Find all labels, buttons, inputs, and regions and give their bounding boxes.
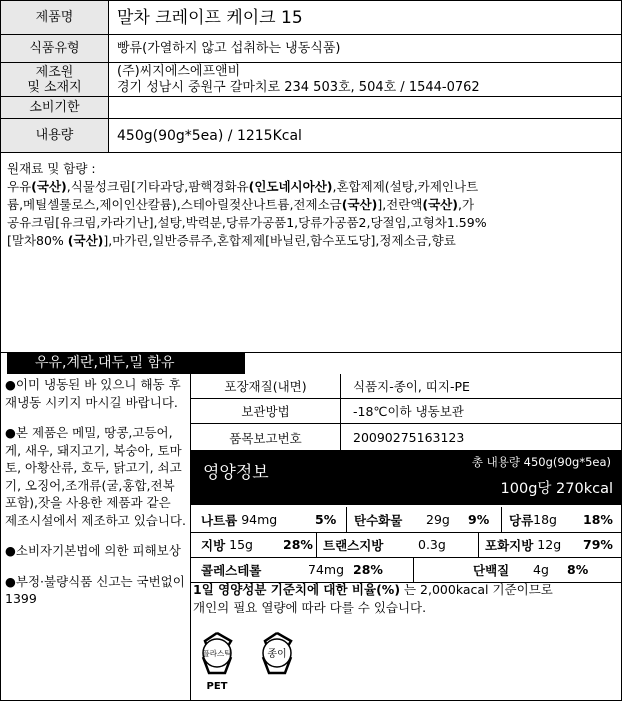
recycle-plastic-icon xyxy=(203,633,232,692)
recycle-marks xyxy=(191,627,621,700)
nutrition-per-serving: 100g당 270kcal xyxy=(500,481,613,497)
nutrient-pct: 28% xyxy=(283,537,313,552)
row-storage xyxy=(191,399,621,424)
nutrient-name: 지방 xyxy=(201,537,226,553)
nutrient-pct: 18% xyxy=(583,512,613,527)
ingredients-line-3: 공유크림[유크림,카라기난],설탕,박력분,당류가공품1,당류가공품2,당절임,고형차1.59% xyxy=(7,215,487,230)
nutrient-name: 당류 xyxy=(509,512,534,528)
nutrient-amount: 0.3g xyxy=(418,537,446,552)
report-number-value: 20090275163123 xyxy=(353,430,465,445)
product-name-label: 제품명 xyxy=(1,1,109,34)
recycle-paper-icon xyxy=(263,633,291,673)
nutrient-name: 탄수화물 xyxy=(354,512,403,528)
ingredients-title: 원재료 및 함량 : xyxy=(7,161,96,176)
packaging-value: 식품지-종이, 띠지-PE xyxy=(353,379,470,394)
nutrient-amount: 4g xyxy=(533,562,549,577)
expiry-value xyxy=(117,97,617,118)
nutrient-pct: 5% xyxy=(315,512,337,527)
packaging-label: 포장재질(내면) xyxy=(191,374,341,398)
notices-column xyxy=(1,374,191,700)
nutrient-name: 포화지방 xyxy=(485,537,534,553)
nutrient-amount: 12g xyxy=(537,537,562,552)
ingredients-section xyxy=(1,153,621,353)
nutrient-name: 트랜스지방 xyxy=(323,537,384,553)
nutrition-panel xyxy=(191,450,621,580)
nutrient-amount: 18g xyxy=(533,512,557,527)
nutrient-pct: 28% xyxy=(353,562,383,577)
nutrient-pct: 8% xyxy=(567,562,589,577)
nutrition-title: 영양정보 xyxy=(203,463,269,483)
manufacturer-label xyxy=(1,63,109,96)
expiry-label: 소비기한 xyxy=(1,97,109,118)
nutrient-name: 단백질 xyxy=(473,562,510,578)
row-expiry xyxy=(1,97,621,119)
footnote-bold: 1일 영양성분 기준치에 대한 비율(%) xyxy=(193,582,401,597)
nutrition-header xyxy=(191,450,621,505)
notice-refreeze: ●이미 냉동된 바 있으니 해동 후 재냉동 시키지 마시길 바랍니다. xyxy=(5,377,181,410)
ingredients-line-2: 륨,메틸셀룰로스,제이인산칼륨),스테아릴젖산나트륨,전제소금(국산)],전란액(국산),가 xyxy=(7,197,475,212)
food-type-value: 빵류(가열하지 않고 섭취하는 냉동식품) xyxy=(117,40,341,56)
allergy-banner: 우유,계란,대두,밀 함유 xyxy=(7,352,245,374)
ingredients-line-4: [말차80% (국산)],마가린,일반증류주,혼합제제[바닐린,함수포도당],정제소금,향료 xyxy=(7,233,456,248)
notice-allergen-facility: ●본 제품은 메밀, 땅콩,고등어, 게, 새우, 돼지고기, 복숭아, 토마토, 아황산류, 호두, 닭고기, 쇠고기, 오징어,조개류(굴,홍합,전복 포함),잣을 사용한 제품과 같은 제조시설에서 제조하고 있습니다. xyxy=(5,425,186,528)
nutrient-amount: 94mg xyxy=(241,512,278,527)
storage-label: 보관방법 xyxy=(191,399,341,423)
footnote-line2: 개인의 필요 열량에 따라 다를 수 있습니다. xyxy=(193,600,427,615)
report-number-label: 품목보고번호 xyxy=(191,424,341,451)
nutrition-row-2 xyxy=(191,532,621,558)
nutrient-amount: 74mg xyxy=(308,562,345,577)
row-manufacturer xyxy=(1,63,621,97)
manufacturer-label-line1: 제조원 xyxy=(35,64,74,80)
manufacturer-label-line2: 및 소재지 xyxy=(27,79,82,95)
contents-label: 내용량 xyxy=(1,119,109,152)
notice-compensation: ●소비자기본법에 의한 피해보상 xyxy=(5,543,181,558)
row-food-type xyxy=(1,35,621,63)
nutrient-amount: 29g xyxy=(426,512,450,527)
manufacturer-address: 경기 성남시 중원구 갈마치로 234 503호, 504호 / 1544-0762 xyxy=(117,79,480,95)
row-packaging xyxy=(191,374,621,399)
ingredients-line-1: 우유(국산),식물성크림[기타과당,팜핵경화유(인도네시아산),혼합제제(설탕,카제인나트 xyxy=(7,179,479,194)
nutrition-total: 총 내용량 450g(90g*5ea) xyxy=(471,455,611,469)
product-name-value: 말차 크레이프 케이크 15 xyxy=(117,7,303,28)
row-contents xyxy=(1,119,621,153)
nutrient-name: 콜레스테롤 xyxy=(201,562,262,578)
manufacturer-value xyxy=(117,63,617,96)
manufacturer-name: (주)씨지에스에프앤비 xyxy=(117,63,241,79)
row-product-name xyxy=(1,1,621,35)
nutrient-pct: 79% xyxy=(583,537,613,552)
recycle-plastic-sub: PET xyxy=(206,681,228,692)
nutrient-name: 나트륨 xyxy=(201,512,238,528)
nutrition-footnote xyxy=(191,581,621,627)
nutrient-pct: 9% xyxy=(468,512,490,527)
nutrition-row-1 xyxy=(191,507,621,533)
recycle-icons xyxy=(191,627,311,697)
recycle-paper-label: 종이 xyxy=(267,649,287,660)
footnote-rest: 는 2,000kacal 기준이므로 xyxy=(400,582,553,597)
contents-value: 450g(90g*5ea) / 1215Kcal xyxy=(117,127,302,144)
nutrient-amount: 15g xyxy=(229,537,253,552)
notice-report: ●부정·불량식품 신고는 국번없이 1399 xyxy=(5,573,185,606)
info-table xyxy=(191,374,621,452)
recycle-plastic-label: 플라스틱 xyxy=(202,649,232,658)
row-report-number xyxy=(191,424,621,452)
nutrition-row-3 xyxy=(191,557,621,583)
storage-value: -18℃이하 냉동보관 xyxy=(353,404,464,419)
food-type-label: 식품유형 xyxy=(1,35,109,62)
